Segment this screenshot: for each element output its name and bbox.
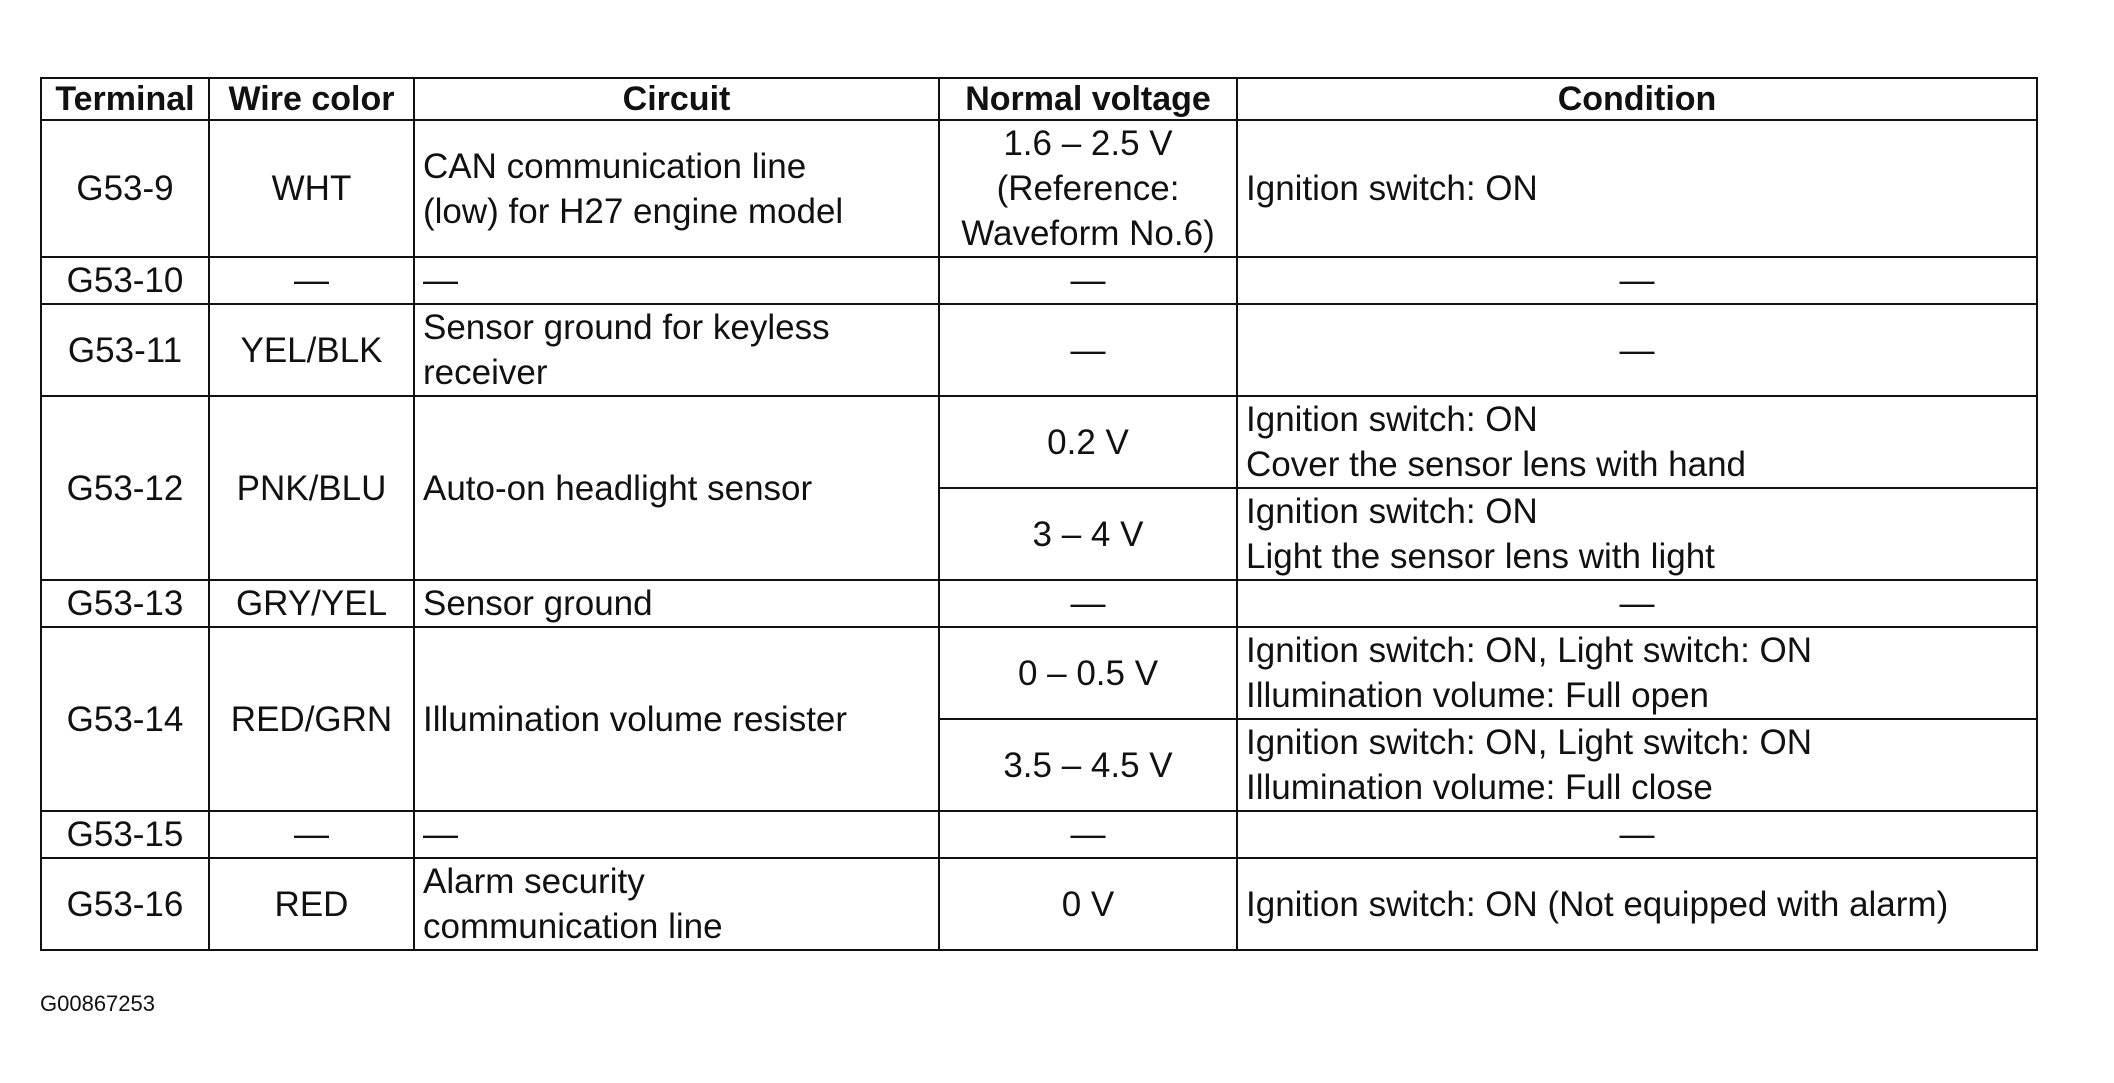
table-body xyxy=(41,120,2037,950)
table-row xyxy=(41,257,2037,304)
voltage-cell-line: 3.5 – 4.5 V xyxy=(1003,745,1173,785)
terminal-cell-line: G53-12 xyxy=(66,468,184,508)
circuit-cell-line: communication line xyxy=(423,907,723,946)
table-row xyxy=(41,120,2037,257)
terminal-cell-line: G53-15 xyxy=(66,815,184,854)
condition-cell xyxy=(1237,858,2037,950)
wire-color-cell xyxy=(209,811,414,858)
voltage-cell-line: — xyxy=(1070,815,1106,854)
table-row xyxy=(41,811,2037,858)
terminal-cell-line: G53-16 xyxy=(66,884,184,924)
condition-cell-line: — xyxy=(1619,261,1655,300)
condition-cell-line: Cover the sensor lens with hand xyxy=(1246,445,1746,484)
voltage-cell xyxy=(939,257,1237,304)
circuit-cell-line: receiver xyxy=(423,353,548,392)
condition-cell xyxy=(1237,396,2037,488)
voltage-cell-line: Waveform No.6) xyxy=(961,214,1215,253)
condition-cell-line: Illumination volume: Full open xyxy=(1246,676,1710,715)
circuit-cell xyxy=(414,580,939,627)
condition-cell-line: Ignition switch: ON xyxy=(1246,400,1538,439)
condition-cell xyxy=(1237,627,2037,719)
voltage-cell-line: 0.2 V xyxy=(1047,422,1129,462)
wire-color-cell-line: YEL/BLK xyxy=(240,330,383,370)
condition-cell xyxy=(1237,488,2037,580)
table-row xyxy=(41,580,2037,627)
wire-color-cell xyxy=(209,858,414,950)
condition-cell xyxy=(1237,257,2037,304)
wire-color-cell-line: — xyxy=(294,261,329,300)
condition-cell-line: Ignition switch: ON, Light switch: ON xyxy=(1246,631,1813,670)
circuit-cell xyxy=(414,120,939,257)
voltage-cell xyxy=(939,858,1237,950)
header-terminal: Terminal xyxy=(41,78,209,120)
voltage-cell-line: (Reference: xyxy=(996,169,1180,208)
circuit-cell xyxy=(414,858,939,950)
voltage-cell-line: — xyxy=(1070,261,1106,300)
header-wire-color: Wire color xyxy=(209,78,414,120)
voltage-cell xyxy=(939,811,1237,858)
voltage-cell xyxy=(939,580,1237,627)
condition-cell-line: Ignition switch: ON xyxy=(1246,169,1538,208)
circuit-cell-line: Alarm security xyxy=(423,862,645,901)
table-row xyxy=(41,627,2037,719)
terminal-cell-line: G53-13 xyxy=(66,584,184,623)
header-normal-voltage: Normal voltage xyxy=(939,78,1237,120)
terminal-cell-line: G53-11 xyxy=(67,330,183,370)
voltage-cell xyxy=(939,120,1237,257)
circuit-cell-line: Auto-on headlight sensor xyxy=(423,468,813,508)
circuit-cell xyxy=(414,627,939,811)
wire-color-cell-line: PNK/BLU xyxy=(236,468,387,508)
condition-cell-line: Ignition switch: ON xyxy=(1246,492,1538,531)
terminal-cell xyxy=(41,811,209,858)
condition-cell-line: — xyxy=(1619,330,1655,370)
header-condition: Condition xyxy=(1237,78,2037,120)
condition-cell xyxy=(1237,580,2037,627)
wire-color-cell-line: GRY/YEL xyxy=(235,584,388,623)
terminal-cell xyxy=(41,304,209,396)
terminal-table xyxy=(40,77,2038,951)
voltage-cell xyxy=(939,627,1237,719)
wire-color-cell xyxy=(209,396,414,580)
condition-cell-line: Light the sensor lens with light xyxy=(1246,537,1715,576)
voltage-cell xyxy=(939,719,1237,811)
circuit-cell-line: Illumination volume resister xyxy=(423,699,848,739)
voltage-cell-line: 0 – 0.5 V xyxy=(1017,653,1159,693)
terminal-cell-line: G53-14 xyxy=(66,699,184,739)
condition-cell xyxy=(1237,304,2037,396)
voltage-cell xyxy=(939,396,1237,488)
terminal-cell xyxy=(41,858,209,950)
header-row xyxy=(41,78,2037,120)
wire-color-cell-line: WHT xyxy=(271,169,352,208)
circuit-cell xyxy=(414,304,939,396)
wire-color-cell-line: RED xyxy=(274,884,349,924)
table-row xyxy=(41,304,2037,396)
condition-cell-line: — xyxy=(1619,584,1655,623)
condition-cell xyxy=(1237,811,2037,858)
table-row xyxy=(41,396,2037,488)
wire-color-cell-line: RED/GRN xyxy=(230,699,393,739)
wire-color-cell xyxy=(209,627,414,811)
condition-cell xyxy=(1237,120,2037,257)
condition-cell-line: — xyxy=(1619,815,1655,854)
terminal-cell xyxy=(41,120,209,257)
table-row xyxy=(41,858,2037,950)
condition-cell xyxy=(1237,719,2037,811)
circuit-cell xyxy=(414,396,939,580)
voltage-cell-line: 3 – 4 V xyxy=(1032,514,1144,554)
terminal-cell xyxy=(41,396,209,580)
voltage-cell-line: 0 V xyxy=(1061,884,1115,924)
terminal-cell xyxy=(41,627,209,811)
wire-color-cell xyxy=(209,580,414,627)
circuit-cell-line: Sensor ground for keyless xyxy=(423,308,830,347)
circuit-cell xyxy=(414,811,939,858)
voltage-cell xyxy=(939,488,1237,580)
condition-cell-line: Ignition switch: ON (Not equipped with alarm) xyxy=(1246,884,1949,924)
terminal-cell xyxy=(41,580,209,627)
circuit-cell-line: (low) for H27 engine model xyxy=(423,191,844,231)
voltage-cell-line: — xyxy=(1070,584,1106,623)
voltage-cell-line: 1.6 – 2.5 V xyxy=(1003,124,1173,163)
condition-cell-line: Ignition switch: ON, Light switch: ON xyxy=(1246,723,1813,762)
voltage-cell xyxy=(939,304,1237,396)
condition-cell-line: Illumination volume: Full close xyxy=(1246,768,1713,807)
voltage-cell-line: — xyxy=(1070,330,1106,370)
header-circuit: Circuit xyxy=(414,78,939,120)
figure-id: G00867253 xyxy=(40,991,155,1016)
wire-color-cell xyxy=(209,120,414,257)
circuit-cell-line: CAN communication line xyxy=(423,146,807,186)
terminal-cell xyxy=(41,257,209,304)
circuit-cell-line: Sensor ground xyxy=(423,584,653,623)
terminal-cell-line: G53-10 xyxy=(66,261,184,300)
wire-color-cell xyxy=(209,304,414,396)
wire-color-cell-line: — xyxy=(294,815,329,854)
circuit-cell-line: — xyxy=(423,815,458,854)
terminal-cell-line: G53-9 xyxy=(76,169,174,208)
circuit-cell-line: — xyxy=(423,261,458,300)
circuit-cell xyxy=(414,257,939,304)
wire-color-cell xyxy=(209,257,414,304)
